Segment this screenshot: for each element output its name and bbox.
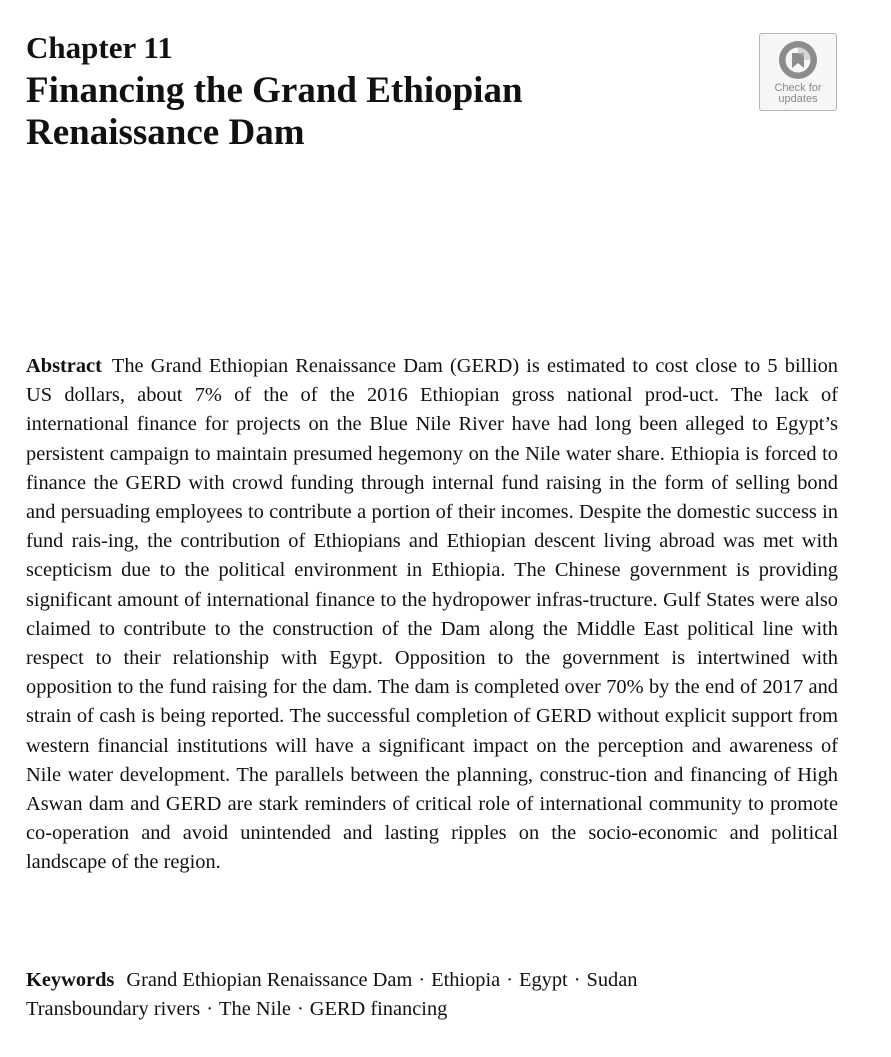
chapter-title	[26, 70, 666, 154]
keyword-item: Grand Ethiopian Renaissance Dam	[126, 969, 413, 991]
keyword-separator: ·	[506, 969, 513, 991]
keyword-separator: ·	[296, 998, 304, 1021]
chapter-title-line-1: Financing the Grand Ethiopian	[26, 70, 523, 111]
badge-text	[760, 83, 836, 105]
keywords	[26, 966, 838, 1024]
badge-text-line-2: updates	[778, 93, 818, 105]
check-for-updates-badge[interactable]	[759, 33, 837, 111]
keyword-item: The Nile	[219, 998, 291, 1021]
keyword-separator: ·	[206, 998, 214, 1021]
keyword-item: Egypt	[519, 969, 568, 991]
keyword-item: Transboundary rivers	[26, 998, 201, 1021]
abstract	[26, 352, 838, 878]
keywords-label: Keywords	[26, 969, 115, 991]
abstract-label: Abstract	[26, 355, 102, 377]
keyword-item: GERD financing	[309, 998, 448, 1021]
keyword-item: Ethiopia	[431, 969, 501, 991]
keyword-separator: ·	[418, 969, 426, 991]
abstract-text: The Grand Ethiopian Renaissance Dam (GERD) is estimated to cost close to 5 billion US dollars, about 7% of the of the 2016 Ethiopian gross national prod-uct. The lack of international finance for projects on the Blue Nile River have had long been alleged to Egypt’s persistent campaign to maintain presumed hegemony on the Nile water share. Ethiopia is forced to finance the GERD with crowd funding through internal fund raising in the form of selling bond and persuading employees to contribute a portion of their incomes. Despite the domestic success in fund rais-ing, the contribution of Ethiopians and Ethiopian descent living abroad was met with scepticism due to the political environment in Ethiopia. The Chinese government is providing significant amount of international finance to the hydropower infras-tructure. Gulf States were also claimed to contribute to the construction of the Dam along the Middle East political line with respect to their relationship with Egypt. Opposition to the government is intertwined with opposition to the fund raising for the dam. The dam is completed over 70% by the end of 2017 and strain of cash is being reported. The successful completion of GERD without explicit support from western financial institutions will have a significant impact on the perception and awareness of Nile water development. The parallels between the planning, construc-tion and financing of High Aswan dam and GERD are stark reminders of critical role of international community to promote co-operation and avoid unintended and lasting ripples on the socio-economic and political landscape of the region.	[26, 355, 838, 874]
crossmark-icon	[777, 39, 819, 81]
keyword-separator: ·	[573, 969, 581, 991]
keyword-item: Sudan	[586, 969, 638, 991]
badge-text-line-1: Check for	[774, 82, 822, 94]
chapter-label: Chapter 11	[26, 30, 173, 65]
chapter-title-line-2: Renaissance Dam	[26, 112, 305, 153]
